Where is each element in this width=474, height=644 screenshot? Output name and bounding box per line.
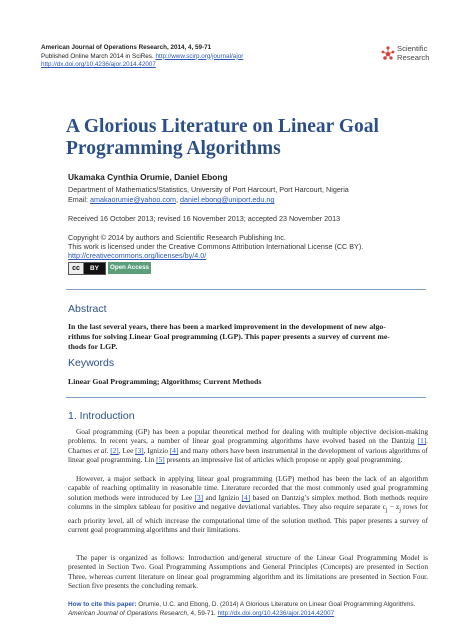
citation-link[interactable]: [4] (241, 492, 251, 502)
cite-label: How to cite this paper: (68, 601, 137, 608)
text-run: and Ignizio (203, 492, 242, 502)
doi-link[interactable]: http://dx.doi.org/10.4236/ajor.2014.42007 (41, 61, 156, 69)
abstract-heading: Abstract (68, 303, 107, 315)
license-url-line (68, 251, 206, 260)
text-run: based on Dantzig’s simplex method. Both methods require columns in the simplex tableau for positive and negative deviational variables. They also require separate c (68, 492, 428, 512)
affiliation: Department of Mathematics/Statistics, University of Port Harcourt, Port Harcourt, Nigeria (68, 185, 349, 194)
text-run: − z (387, 502, 400, 512)
citation-link[interactable]: [4] (169, 445, 179, 455)
title-line1: A Glorious Literature on Linear Goal (66, 116, 379, 137)
abstract-line: rithms for solving Linear Goal programming (LGP). This paper presents a survey of current me- (68, 332, 390, 342)
text-run: , Lee (118, 445, 136, 455)
title-line2: Programming Algorithms (66, 138, 281, 159)
citation-link[interactable]: [2] (110, 445, 119, 455)
text-run: . Charnes (68, 436, 428, 455)
citation-link[interactable]: [1] (417, 436, 427, 446)
text-run: et al. (93, 445, 109, 455)
journal-url-link[interactable]: http://www.scirp.org/journal/ajor (155, 52, 244, 60)
text-run: Goal programming (GP) has been a popular theoretical method for dealing with multiple objective decision-making problems. In recent years, a number of linear goal programming algorithms have evolved based on the Dantzig (68, 427, 428, 446)
cite-doi-link[interactable]: http://dx.doi.org/10.4236/ajor.2014.42007 (217, 610, 335, 617)
text-run: j (385, 507, 388, 514)
introduction-heading: 1. Introduction (68, 410, 135, 422)
email-line (68, 195, 274, 204)
journal-header (41, 44, 243, 70)
abstract-line: In the last several years, there has been a marked improvement in the development of new algo- (68, 322, 386, 331)
article-title (66, 116, 406, 160)
text-run: presents an impressive list of articles which propose or apply goal programming. (164, 455, 403, 465)
brand-line1: Scientific (397, 44, 428, 53)
keywords-text: Linear Goal Programming; Algorithms; Current Methods (68, 377, 262, 386)
authors: Ukamaka Cynthia Orumie, Daniel Ebong (68, 172, 228, 182)
text-run: rows for each priority level, all of which increase the computational time of the solution method. This paper presents a survey of current goal programming algorithms and their limitations. (68, 502, 428, 535)
divider (66, 397, 426, 398)
cite-journal: American Journal of Operations Research (68, 610, 187, 617)
text-run: and many others have been instrumental in the development of various algorithms of linear goal programming. Lin (68, 445, 428, 465)
citation-link[interactable]: [5] (156, 455, 165, 465)
scirp-logo-icon (380, 46, 396, 62)
license-url-link[interactable]: http://creativecommons.org/licenses/by/4.0/ (68, 251, 207, 260)
copyright-line: Copyright © 2014 by authors and Scientific Research Publishing Inc. (68, 233, 286, 242)
open-access-badge: Open Access (108, 262, 151, 274)
divider (66, 289, 426, 290)
cc-icon: cc (69, 263, 84, 274)
citation-link[interactable]: [3] (135, 445, 144, 455)
cc-by-badge[interactable] (68, 262, 106, 275)
scientific-research-logo (380, 44, 442, 66)
citation-link[interactable]: [3] (194, 492, 204, 502)
text-run: , Ignizio (143, 445, 170, 455)
intro-paragraph-1 (68, 427, 428, 465)
abstract-text (68, 322, 426, 353)
text-run: j (399, 507, 401, 514)
intro-paragraph-3: The paper is organized as follows: Introduction and/general structure of the Linear Goal Programming Model is presented in Section Two. Goal Programming Assumptions and General Principles (Concepts) are presented in Section Three, whereas current literature on linear goal programming algorithm and its limitations are presented in Section Four. Section five presents the concluding remark. (68, 553, 428, 591)
license-line: This work is licensed under the Creative Commons Attribution International License (CC BY). (68, 242, 364, 251)
citation-footer (68, 600, 438, 618)
email-link-2[interactable]: daniel.ebong@uniport.edu.ng (179, 195, 275, 204)
journal-line: American Journal of Operations Research, 2014, 4, 59-71 (41, 44, 212, 51)
text-run: However, a major setback in applying linear goal programming (LGP) method has been the lack of an algorithm capable of reaching optimality in reasonable time. Literature recorded that the most commonly used goal programming solution methods were introduced by Lee (68, 474, 428, 502)
published-prefix: Published Online March 2014 in SciRes. (41, 52, 156, 60)
cite-text: Orumie, U.C. and Ebong, D. (2014) A Glorious Literature on Linear Goal Programming Algorithms. (136, 601, 416, 608)
received-dates: Received 16 October 2013; revised 16 November 2013; accepted 23 November 2013 (68, 214, 341, 223)
email-separator: , (175, 195, 180, 204)
email-link-1[interactable]: amakaorumie@yahoo.com (89, 195, 176, 204)
cite-details: , 4, 59-71. (187, 610, 218, 617)
by-label: BY (84, 263, 105, 274)
keywords-heading: Keywords (68, 357, 115, 369)
intro-paragraph-2 (68, 474, 428, 535)
published-line (41, 53, 243, 62)
email-prefix: Email: (68, 195, 90, 204)
abstract-line: thods for LGP. (68, 342, 118, 352)
brand-line2: Research (397, 52, 430, 62)
